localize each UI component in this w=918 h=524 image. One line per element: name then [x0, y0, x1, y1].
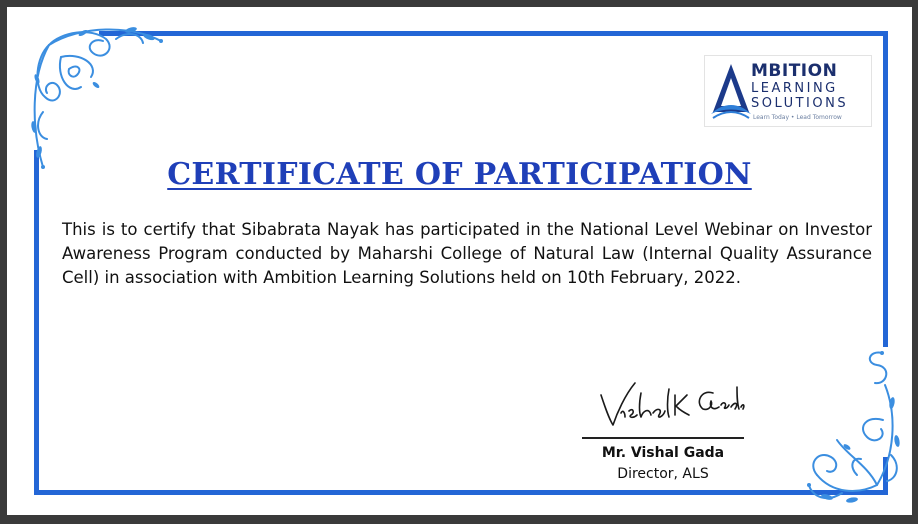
corner-swirl-bottom-right-ornament — [797, 345, 907, 510]
logo-tagline: Learn Today • Lead Tomorrow — [753, 114, 842, 121]
logo-triangle-icon — [711, 62, 751, 120]
certificate-body-text: This is to certify that Sibabrata Nayak has participated in the National Level Webinar on Investor Awareness Program conducted by Maharshi College of Natural Law (Internal Quality Assurance Cell) in association with Ambition Learning Solutions held on 10th February, 2022. — [62, 220, 872, 287]
signature-line — [582, 437, 744, 439]
logo-text-line-1: MBITION — [751, 61, 838, 81]
certificate-page — [7, 7, 912, 515]
signature-handwriting — [595, 373, 745, 437]
signatory-title: Director, ALS — [617, 466, 709, 482]
logo-text-line-3: SOLUTIONS — [751, 96, 849, 111]
ambition-learning-solutions-logo — [704, 55, 872, 127]
signatory-name: Mr. Vishal Gada — [601, 445, 725, 461]
logo-text-line-2: LEARNING — [751, 81, 838, 96]
certificate-title: CERTIFICATE OF PARTICIPATION — [167, 157, 752, 192]
